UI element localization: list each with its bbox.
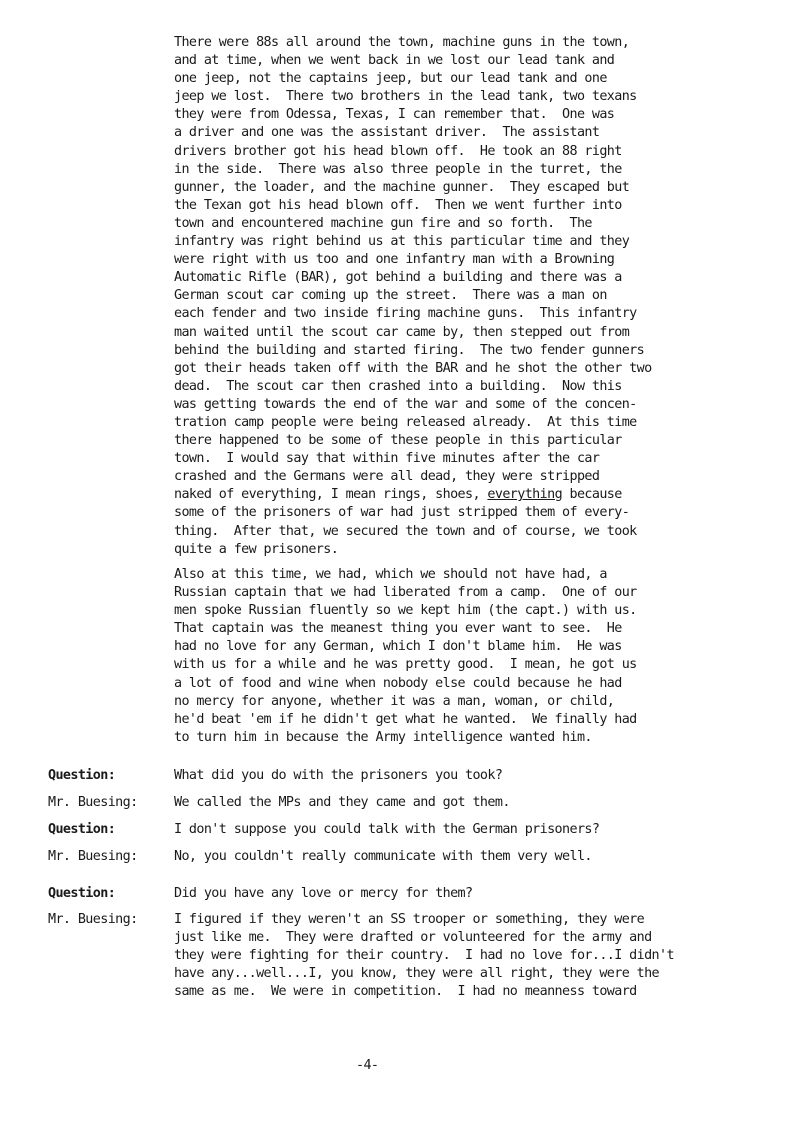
question-text — [174, 885, 800, 903]
text-line: naked of everything, I mean rings, shoes, everything because — [174, 487, 622, 503]
text-line: each fender and two inside firing machine guns. This infantry — [174, 306, 637, 322]
text-line: there happened to be some of these people in this particular — [174, 433, 622, 449]
text-line: crashed and the Germans were all dead, they were stripped — [174, 469, 600, 485]
text-line: have any...well...I, you know, they were all right, they were the — [174, 966, 660, 982]
speaker-label: Mr. Buesing: — [48, 849, 138, 864]
text-line: That captain was the meanest thing you ever want to see. He — [174, 621, 622, 637]
text-line: behind the building and started firing. The two fender gunners — [174, 342, 645, 358]
text-line: drivers brother got his head blown off. He took an 88 right — [174, 143, 622, 159]
text-line: man waited until the scout car came by, then stepped out from — [174, 324, 630, 340]
text-line: thing. After that, we secured the town and of course, we took — [174, 523, 637, 539]
text-line: Also at this time, we had, which we should not have had, a — [174, 567, 607, 582]
text-line: I figured if they weren't an SS trooper or something, they were — [174, 912, 645, 927]
text-line: some of the prisoners of war had just stripped them of every- — [174, 505, 630, 521]
text-line: they were from Odessa, Texas, I can remember that. One was — [174, 107, 615, 123]
text-fragment: because — [562, 487, 622, 503]
text-line: and at time, when we went back in we lost our lead tank and — [174, 53, 615, 69]
text-line: German scout car coming up the street. There was a man on — [174, 288, 607, 304]
narrative-paragraph-1 — [174, 34, 786, 559]
text-line: town. I would say that within five minutes after the car — [174, 451, 600, 467]
question-text — [174, 767, 800, 785]
text-line: got their heads taken off with the BAR and he shot the other two — [174, 360, 652, 376]
question-label: Question: — [48, 886, 116, 901]
text-line: no mercy for anyone, whether it was a man, woman, or child, — [174, 693, 615, 709]
text-line: he'd beat 'em if he didn't get what he wanted. We finally had — [174, 711, 637, 727]
text-line: We called the MPs and they came and got them. — [174, 795, 510, 810]
speaker-label: Mr. Buesing: — [48, 795, 138, 810]
text-line: one jeep, not the captains jeep, but our lead tank and one — [174, 71, 607, 87]
text-line: men spoke Russian fluently so we kept him (the capt.) with us. — [174, 603, 637, 619]
question-text — [174, 821, 800, 839]
text-line: same as me. We were in competition. I had no meanness toward — [174, 984, 637, 1000]
text-line: jeep we lost. There two brothers in the lead tank, two texans — [174, 89, 637, 105]
text-line: I don't suppose you could talk with the German prisoners? — [174, 822, 600, 837]
text-line: Automatic Rifle (BAR), got behind a building and there was a — [174, 270, 622, 286]
text-line: What did you do with the prisoners you took? — [174, 768, 503, 783]
text-line: they were fighting for their country. I had no love for...I didn't — [174, 948, 674, 964]
speaker-label: Mr. Buesing: — [48, 912, 138, 927]
text-line: just like me. They were drafted or volunteered for the army and — [174, 930, 652, 946]
answer-text — [174, 911, 800, 1001]
text-line: No, you couldn't really communicate with them very well. — [174, 849, 592, 864]
text-line: with us for a while and he was pretty good. I mean, he got us — [174, 657, 637, 673]
text-line: quite a few prisoners. — [174, 541, 339, 557]
text-line: a driver and one was the assistant driver. The assistant — [174, 125, 600, 141]
text-line: Russian captain that we had liberated from a camp. One of our — [174, 585, 637, 601]
narrative-paragraph-2 — [174, 566, 786, 747]
text-line: were right with us too and one infantry man with a Browning — [174, 252, 615, 268]
text-line: infantry was right behind us at this particular time and they — [174, 234, 630, 250]
text-line: dead. The scout car then crashed into a building. Now this — [174, 378, 622, 394]
text-line: tration camp people were being released already. At this time — [174, 414, 637, 430]
text-line: town and encountered machine gun fire and so forth. The — [174, 215, 592, 231]
text-line: a lot of food and wine when nobody else could because he had — [174, 675, 622, 691]
text-line: to turn him in because the Army intelligence wanted him. — [174, 729, 592, 745]
question-label: Question: — [48, 768, 116, 783]
page-number: -4- — [356, 1058, 379, 1073]
underlined-word: everything — [487, 487, 563, 503]
text-line: had no love for any German, which I don't blame him. He was — [174, 639, 622, 655]
text-line: in the side. There was also three people in the turret, the — [174, 161, 622, 177]
text-line: gunner, the loader, and the machine gunner. They escaped but — [174, 179, 630, 195]
text-line: the Texan got his head blown off. Then we went further into — [174, 197, 622, 213]
text-line: was getting towards the end of the war and some of the concen- — [174, 396, 637, 412]
text-line: There were 88s all around the town, machine guns in the town, — [174, 35, 630, 50]
question-label: Question: — [48, 822, 116, 837]
answer-text — [174, 848, 800, 866]
answer-text — [174, 794, 800, 812]
text-line: Did you have any love or mercy for them? — [174, 886, 473, 901]
